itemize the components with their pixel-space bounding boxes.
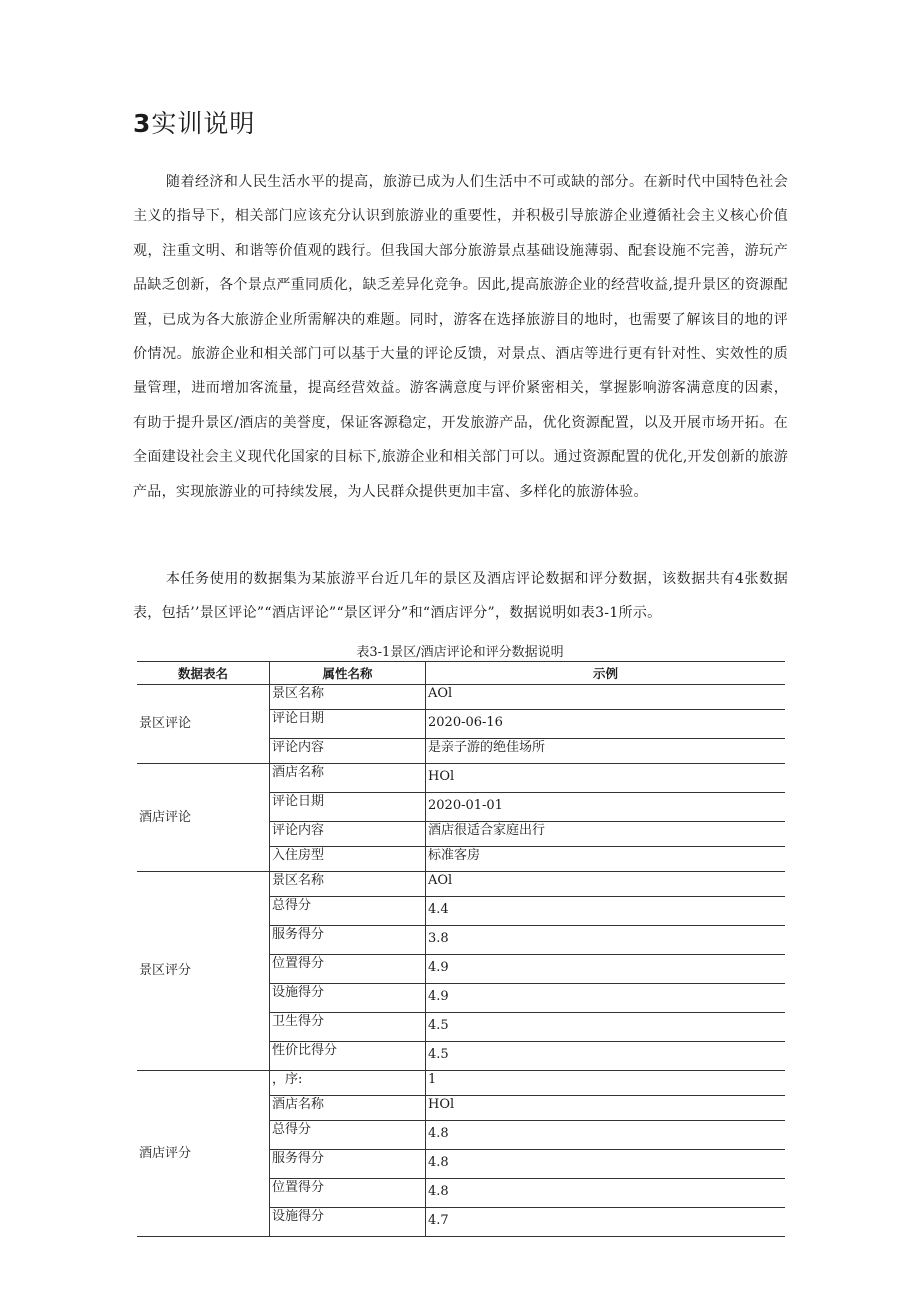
table-row — [137, 685, 785, 710]
example-cell: 1 — [426, 1071, 786, 1096]
section-title — [133, 104, 255, 140]
example-cell: 4.8 — [426, 1150, 786, 1179]
attribute-cell: 评论内容 — [270, 822, 426, 847]
attribute-cell: 酒店名称 — [270, 1096, 426, 1121]
group-name: 酒店评分 — [137, 1071, 270, 1237]
example-cell: 4.5 — [426, 1013, 786, 1042]
example-cell: 4.8 — [426, 1179, 786, 1208]
attribute-cell: 位置得分 — [270, 955, 426, 984]
attribute-cell: 评论日期 — [270, 793, 426, 822]
example-cell: 3.8 — [426, 926, 786, 955]
example-cell: 4.7 — [426, 1208, 786, 1237]
example-cell: HOl — [426, 764, 786, 793]
attribute-cell: 评论日期 — [270, 710, 426, 739]
header-table-name: 数据表名 — [137, 662, 270, 685]
intro-paragraph: 随着经济和人民生活水平的提高，旅游已成为人们生活中不可或缺的部分。在新时代中国特色社会主义的指导下，相关部门应该充分认识到旅游业的重要性，并积极引导旅游企业遵循社会主义核心价值观，注重文明、和谐等价值观的践行。但我国大部分旅游景点基础设施薄弱、配套设施不完善，游玩产品缺乏创新，各个景点严重同质化，缺乏差异化竞争。因此,提高旅游企业的经营收益,提升景区的资源配置，已成为各大旅游企业所需解决的难题。同时，游客在选择旅游目的地时，也需要了解该目的地的评价情况。旅游企业和相关部门可以基于大量的评论反馈，对景点、酒店等进行更有针对性、实效性的质量管理，进而增加客流量，提高经营效益。游客满意度与评价紧密相关，掌握影响游客满意度的因素，有助于提升景区/酒店的美誉度，保证客源稳定，开发旅游产品，优化资源配置，以及开展市场开拓。在全面建设社会主义现代化国家的目标下,旅游企业和相关部门可以。通过资源配置的优化,开发创新的旅游产品，实现旅游业的可持续发展，为人民群众提供更加丰富、多样化的旅游体验。 — [133, 174, 788, 500]
attribute-cell: 景区名称 — [270, 685, 426, 710]
group-name: 景区评论 — [137, 685, 270, 764]
example-cell: AOl — [426, 872, 786, 897]
header-attribute: 属性名称 — [270, 662, 426, 685]
table-row — [137, 872, 785, 897]
data-description-table — [137, 661, 785, 1237]
table-row — [137, 764, 785, 793]
attribute-cell: 入住房型 — [270, 847, 426, 872]
attribute-cell: 评论内容 — [270, 739, 426, 764]
example-cell: 2020-01-01 — [426, 793, 786, 822]
attribute-cell: 卫生得分 — [270, 1013, 426, 1042]
attribute-cell: 服务得分 — [270, 1150, 426, 1179]
attribute-cell: ，序: — [270, 1071, 426, 1096]
dataset-paragraph: 本任务使用的数据集为某旅游平台近几年的景区及酒店评论数据和评分数据，该数据共有4张数据表，包括’’景区评论”“酒店评论”“景区评分”和“酒店评分”，数据说明如表3-1所示。 — [133, 571, 788, 622]
example-cell: 4.9 — [426, 984, 786, 1013]
table-row — [137, 1071, 785, 1096]
example-cell: 4.4 — [426, 897, 786, 926]
attribute-cell: 总得分 — [270, 1121, 426, 1150]
attribute-cell: 设施得分 — [270, 984, 426, 1013]
example-cell: 4.9 — [426, 955, 786, 984]
attribute-cell: 景区名称 — [270, 872, 426, 897]
attribute-cell: 服务得分 — [270, 926, 426, 955]
attribute-cell: 酒店名称 — [270, 764, 426, 793]
example-cell: 2020-06-16 — [426, 710, 786, 739]
example-cell: 酒店很适合家庭出行 — [426, 822, 786, 847]
attribute-cell: 性价比得分 — [270, 1042, 426, 1071]
example-cell: HOl — [426, 1096, 786, 1121]
attribute-cell: 位置得分 — [270, 1179, 426, 1208]
example-cell: AOl — [426, 685, 786, 710]
table-header-row — [137, 662, 785, 685]
header-example: 示例 — [426, 662, 786, 685]
example-cell: 标准客房 — [426, 847, 786, 872]
attribute-cell: 设施得分 — [270, 1208, 426, 1237]
section-number: 3 — [133, 109, 152, 138]
attribute-cell: 总得分 — [270, 897, 426, 926]
table-caption: 表3-1景区/酒店评论和评分数据说明 — [356, 645, 564, 660]
example-cell: 是亲子游的绝佳场所 — [426, 739, 786, 764]
group-name: 酒店评论 — [137, 764, 270, 872]
section-title-text: 实训说明 — [151, 109, 256, 138]
group-name: 景区评分 — [137, 872, 270, 1071]
example-cell: 4.8 — [426, 1121, 786, 1150]
example-cell: 4.5 — [426, 1042, 786, 1071]
